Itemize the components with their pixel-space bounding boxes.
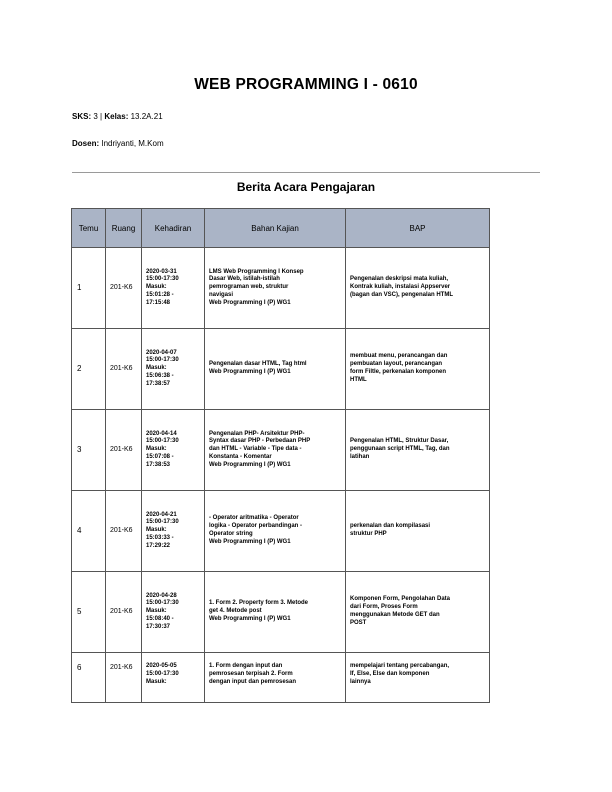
cell-bap-line: dari Form, Proses Form	[350, 604, 418, 611]
cell-bap-line: mempelajari tentang percabangan,	[350, 663, 450, 669]
cell-bahan-kajian-line: pemrograman web, struktur	[209, 284, 289, 291]
cell-bahan-kajian	[205, 653, 346, 703]
cell-bap-line: POST	[350, 619, 367, 626]
cell-kehadiran	[142, 410, 205, 491]
cell-bahan-kajian-line: Web Programming I (P) WG1	[209, 461, 291, 468]
table-row	[72, 329, 490, 410]
sks-value: 3	[93, 112, 98, 121]
cell-kehadiran-line: 15:03:33 -	[146, 534, 174, 541]
cell-ruang: 201-K6	[106, 653, 142, 703]
teaching-report-table	[71, 208, 490, 703]
cell-bahan-kajian-line: logika - Operator perbandingan -	[209, 523, 303, 530]
cell-temu: 1	[72, 248, 106, 329]
cell-bap-line: pembuatan layout, perancangan	[350, 361, 443, 368]
cell-kehadiran-line: 2020-05-05	[146, 663, 177, 669]
cell-ruang: 201-K6	[106, 491, 142, 572]
cell-ruang: 201-K6	[106, 248, 142, 329]
document-title: WEB PROGRAMMING I - 0610	[194, 76, 418, 93]
cell-kehadiran-line: Masuk:	[146, 284, 167, 291]
cell-bap-line: Pengenalan HTML, Struktur Dasar,	[350, 438, 449, 445]
cell-kehadiran-line: 15:06:38 -	[146, 372, 174, 379]
cell-bap-line: menggunakan Metode GET dan	[350, 612, 440, 618]
cell-kehadiran-line: 15:00-17:30	[146, 670, 179, 677]
cell-kehadiran-line: 15:00-17:30	[146, 600, 179, 607]
cell-bap-line: HTML	[350, 376, 367, 383]
cell-bahan-kajian	[205, 329, 346, 410]
cell-temu: 2	[72, 329, 106, 410]
table-row	[72, 248, 490, 329]
cell-kehadiran-line: 2020-04-21	[146, 511, 177, 518]
cell-bahan-kajian-line: Konstanta - Komentar	[209, 453, 272, 460]
cell-kehadiran-line: 17:38:57	[146, 380, 171, 387]
cell-bahan-kajian-line: 1. Form 2. Property form 3. Metode	[209, 600, 309, 607]
cell-bahan-kajian-line: - Operator aritmatika - Operator	[209, 515, 299, 522]
cell-bap	[346, 329, 490, 410]
cell-bahan-kajian-line: Syntax dasar PHP - Perbedaan PHP	[209, 438, 311, 445]
cell-kehadiran-line: 15:08:40 -	[146, 615, 174, 622]
table-row	[72, 572, 490, 653]
cell-bahan-kajian-line: dan HTML - Variable - Tipe data -	[209, 446, 302, 453]
cell-bahan-kajian-line: Web Programming I (P) WG1	[209, 299, 291, 306]
cell-kehadiran	[142, 329, 205, 410]
cell-kehadiran-line: Masuk:	[146, 446, 167, 453]
cell-kehadiran-line: 2020-04-28	[146, 592, 177, 599]
cell-bap-line: membuat menu, perancangan dan	[350, 353, 448, 360]
cell-kehadiran-line: 17:29:22	[146, 542, 171, 549]
cell-ruang: 201-K6	[106, 329, 142, 410]
cell-kehadiran-line: 17:15:48	[146, 299, 171, 306]
cell-kehadiran-line: 2020-03-31	[146, 268, 177, 275]
cell-bahan-kajian	[205, 572, 346, 653]
cell-kehadiran	[142, 248, 205, 329]
cell-bahan-kajian-line: Web Programming I (P) WG1	[209, 538, 291, 545]
cell-bahan-kajian	[205, 491, 346, 572]
cell-bahan-kajian-line: LMS Web Programming I Konsep	[209, 268, 304, 275]
cell-bahan-kajian	[205, 248, 346, 329]
cell-ruang: 201-K6	[106, 572, 142, 653]
cell-bap-line: (bagan dan VSC), pengenalan HTML	[350, 291, 454, 298]
cell-bap	[346, 491, 490, 572]
cell-kehadiran-line: 15:00-17:30	[146, 519, 179, 526]
table-header-row	[72, 209, 490, 248]
cell-kehadiran-line: 15:01:28 -	[146, 291, 174, 298]
cell-bahan-kajian-line: 1. Form dengan input dan	[209, 663, 283, 669]
header-temu: Temu	[72, 209, 106, 248]
section-title: Berita Acara Pengajaran	[236, 180, 376, 194]
cell-bap-line: lainnya	[350, 678, 371, 685]
header-kehadiran: Kehadiran	[142, 209, 205, 248]
dosen-value: Indriyanti, M.Kom	[101, 139, 164, 148]
cell-bap-line: latihan	[350, 453, 370, 460]
table-row	[72, 410, 490, 491]
cell-bahan-kajian-line: Web Programming I (P) WG1	[209, 369, 291, 375]
cell-bap-line: penggunaan script HTML, Tag, dan	[350, 446, 450, 453]
cell-bahan-kajian-line: pemrosesan terpisah 2. Form	[209, 670, 293, 677]
cell-kehadiran-line: 17:30:37	[146, 623, 171, 630]
dosen-label: Dosen:	[72, 139, 100, 148]
cell-kehadiran-line: 15:00-17:30	[146, 357, 179, 364]
cell-bahan-kajian-line: get 4. Metode post	[209, 608, 262, 615]
divider	[72, 172, 540, 173]
cell-bap-line: Pengenalan deskripsi mata kuliah,	[350, 276, 449, 283]
cell-kehadiran-line: Masuk:	[146, 365, 167, 372]
cell-kehadiran-line: 2020-04-07	[146, 349, 177, 356]
cell-kehadiran	[142, 491, 205, 572]
cell-kehadiran-line: Masuk:	[146, 527, 167, 534]
cell-bap-line: Kontrak kuliah, instalasi Appserver	[350, 284, 451, 291]
table-row	[72, 653, 490, 703]
cell-bahan-kajian-line: Dasar Web, istilah-istilah	[209, 276, 280, 283]
table-body	[72, 248, 490, 703]
cell-kehadiran-line: Masuk:	[146, 608, 167, 615]
cell-kehadiran-line: 15:07:08 -	[146, 453, 174, 460]
cell-bahan-kajian-line: Web Programming I (P) WG1	[209, 615, 291, 622]
cell-kehadiran-line: 15:00-17:30	[146, 276, 179, 283]
cell-kehadiran-line: Masuk:	[146, 678, 167, 685]
cell-bahan-kajian-line: Pengenalan PHP- Arsitektur PHP-	[209, 430, 305, 437]
cell-kehadiran	[142, 572, 205, 653]
lecturer-info	[72, 139, 164, 148]
cell-temu: 6	[72, 653, 106, 703]
cell-temu: 3	[72, 410, 106, 491]
table-row	[72, 491, 490, 572]
header-ruang: Ruang	[106, 209, 142, 248]
cell-bap-line: struktur PHP	[350, 531, 387, 537]
cell-bap	[346, 653, 490, 703]
cell-bap	[346, 248, 490, 329]
cell-bahan-kajian-line: navigasi	[209, 291, 234, 298]
header-bap: BAP	[346, 209, 490, 248]
course-info	[72, 112, 163, 121]
cell-bap-line: If, Else, Else dan komponen	[350, 670, 430, 677]
cell-bap-line: perkenalan dan kompilasasi	[350, 523, 431, 530]
sks-label: SKS:	[72, 112, 92, 121]
cell-kehadiran-line: 2020-04-14	[146, 430, 177, 437]
cell-bahan-kajian-line: dengan input dan pemrosesan	[209, 678, 297, 685]
info-separator: |	[100, 112, 103, 121]
header-bahan-kajian: Bahan Kajian	[205, 209, 346, 248]
kelas-value: 13.2A.21	[130, 112, 163, 121]
cell-ruang: 201-K6	[106, 410, 142, 491]
cell-kehadiran	[142, 653, 205, 703]
cell-bap	[346, 572, 490, 653]
cell-temu: 5	[72, 572, 106, 653]
cell-bahan-kajian-line: Pengenalan dasar HTML, Tag html	[209, 361, 307, 368]
cell-bap	[346, 410, 490, 491]
cell-bap-line: Komponen Form, Pengolahan Data	[350, 596, 451, 603]
cell-bap-line: form Filtle, perkenalan komponen	[350, 369, 447, 375]
cell-temu: 4	[72, 491, 106, 572]
kelas-label: Kelas:	[104, 112, 129, 121]
cell-bahan-kajian	[205, 410, 346, 491]
cell-kehadiran-line: 15:00-17:30	[146, 438, 179, 445]
cell-bahan-kajian-line: Operator string	[209, 531, 253, 537]
cell-kehadiran-line: 17:38:53	[146, 461, 171, 468]
